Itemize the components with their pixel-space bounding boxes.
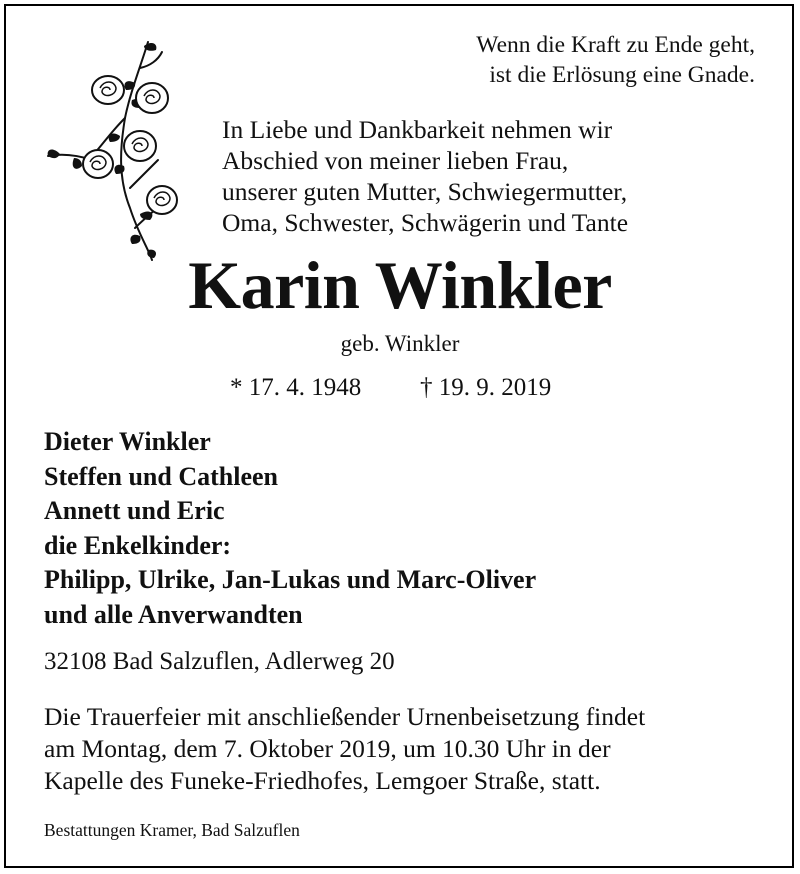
mourner: Philipp, Ulrike, Jan-Lukas und Marc-Oliver: [44, 565, 537, 594]
family-address: 32108 Bad Salzuflen, Adlerweg 20: [44, 648, 395, 675]
death-date: † 19. 9. 2019: [420, 374, 552, 401]
motto-line: Wenn die Kraft zu Ende geht,: [476, 32, 755, 58]
motto: [410, 30, 755, 90]
intro-line: Abschied von meiner lieben Frau,: [222, 146, 569, 175]
mourner: Steffen und Cathleen: [44, 461, 279, 491]
mourner: und alle Anverwandten: [44, 599, 303, 629]
life-dates: [230, 372, 551, 404]
motto-line: ist die Erlösung eine Gnade.: [489, 62, 755, 88]
deceased-name: Karin Winkler: [188, 247, 612, 323]
intro-text: [222, 114, 628, 238]
birth-name: geb. Winkler: [340, 331, 460, 356]
mourner: Dieter Winkler: [44, 427, 211, 456]
mourner: die Enkelkinder:: [44, 530, 232, 560]
mourner: Annett und Eric: [44, 496, 225, 525]
funeral-home: Bestattungen Kramer, Bad Salzuflen: [44, 820, 300, 840]
intro-line: unserer guten Mutter, Schwiegermutter,: [222, 177, 628, 206]
intro-line: In Liebe und Dankbarkeit nehmen wir: [222, 115, 613, 144]
service-line: am Montag, dem 7. Oktober 2019, um 10.30 Uhr in der: [44, 734, 611, 763]
mourners-list: [44, 425, 536, 632]
intro-line: Oma, Schwester, Schwägerin und Tante: [222, 208, 629, 237]
funeral-service-info: [44, 701, 645, 797]
service-line: Kapelle des Funeke-Friedhofes, Lemgoer Straße, statt.: [44, 766, 601, 795]
rose-branch-icon: [40, 38, 190, 263]
birth-date: * 17. 4. 1948: [230, 374, 362, 401]
service-line: Die Trauerfeier mit anschließender Urnenbeisetzung findet: [44, 702, 646, 731]
